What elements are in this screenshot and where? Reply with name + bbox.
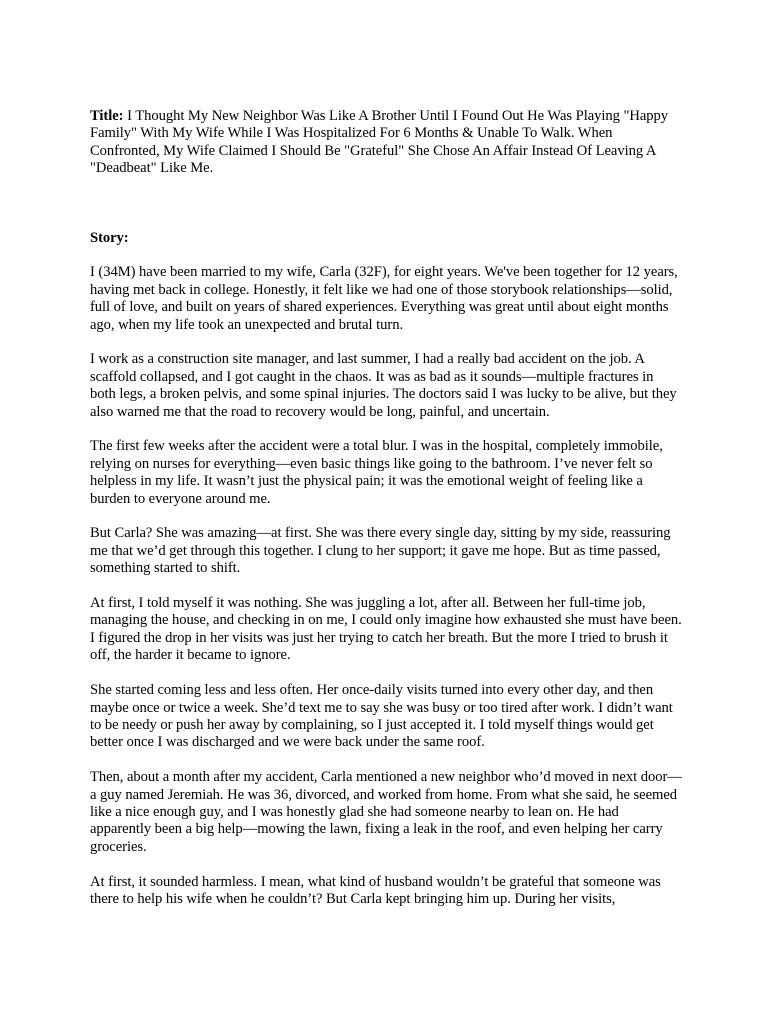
- paragraph: She started coming less and less often. Her once-daily visits turned into every other day, and then maybe once or twice a week. She’d text me to say she was busy or too tired after work. I didn’t want to be needy or push her away by complaining, so I just accepted it. I told myself things would get better once I was discharged and we were back under the same roof.: [90, 682, 673, 751]
- paragraph: I (34M) have been married to my wife, Carla (32F), for eight years. We've been together for 12 years, having met back in college. Honestly, it felt like we had one of those storybook relationships—solid, full of love, and built on years of shared experiences. Everything was great until about eight months ago, when my life took an unexpected and brutal turn.: [90, 264, 678, 333]
- document-body: [90, 108, 682, 908]
- paragraph: At first, it sounded harmless. I mean, what kind of husband wouldn’t be grateful that someone was there to help his wife when he couldn’t? But Carla kept bringing him up. During her visits,: [90, 873, 661, 907]
- paragraph: At first, I told myself it was nothing. She was juggling a lot, after all. Between her full-time job, managing the house, and checking in on me, I could only imagine how exhausted she must have been. I figured the drop in her visits was just her trying to catch her breath. But the more I tried to brush it off, the harder it became to ignore.: [90, 595, 682, 664]
- paragraph: Then, about a month after my accident, Carla mentioned a new neighbor who’d moved in next door—a guy named Jeremiah. He was 36, divorced, and worked from home. From what she said, he seemed like a nice enough guy, and I was honestly glad she had someone nearby to lean on. He had apparently been a big help—mowing the lawn, fixing a leak in the roof, and even helping her carry groceries.: [90, 769, 682, 855]
- story-heading: Story:: [90, 229, 129, 246]
- paragraph: But Carla? She was amazing—at first. She was there every single day, sitting by my side, reassuring me that we’d get through this together. I clung to her support; it gave me hope. But as time passed, something started to shift.: [90, 525, 671, 577]
- title-label: Title:: [90, 108, 124, 124]
- paragraph: The first few weeks after the accident were a total blur. I was in the hospital, completely immobile, relying on nurses for everything—even basic things like going to the bathroom. I’ve never felt so helpless in my life. It wasn’t just the physical pain; it was the emotional weight of feeling like a burden to everyone around me.: [90, 438, 663, 507]
- paragraph: I work as a construction site manager, and last summer, I had a really bad accident on the job. A scaffold collapsed, and I got caught in the chaos. It was as bad as it sounds—multiple fractures in both legs, a broken pelvis, and some spinal injuries. The doctors said I was lucky to be alive, but they also warned me that the road to recovery would be long, painful, and uncertain.: [90, 351, 677, 420]
- story-title: [90, 108, 682, 178]
- title-text: I Thought My New Neighbor Was Like A Brother Until I Found Out He Was Playing "Happy Family" With My Wife While I Was Hospitalized For 6 Months & Unable To Walk. When Confronted, My Wife Claimed I Should Be "Grateful" She Chose An Affair Instead Of Leaving A "Deadbeat" Like Me.: [90, 108, 669, 177]
